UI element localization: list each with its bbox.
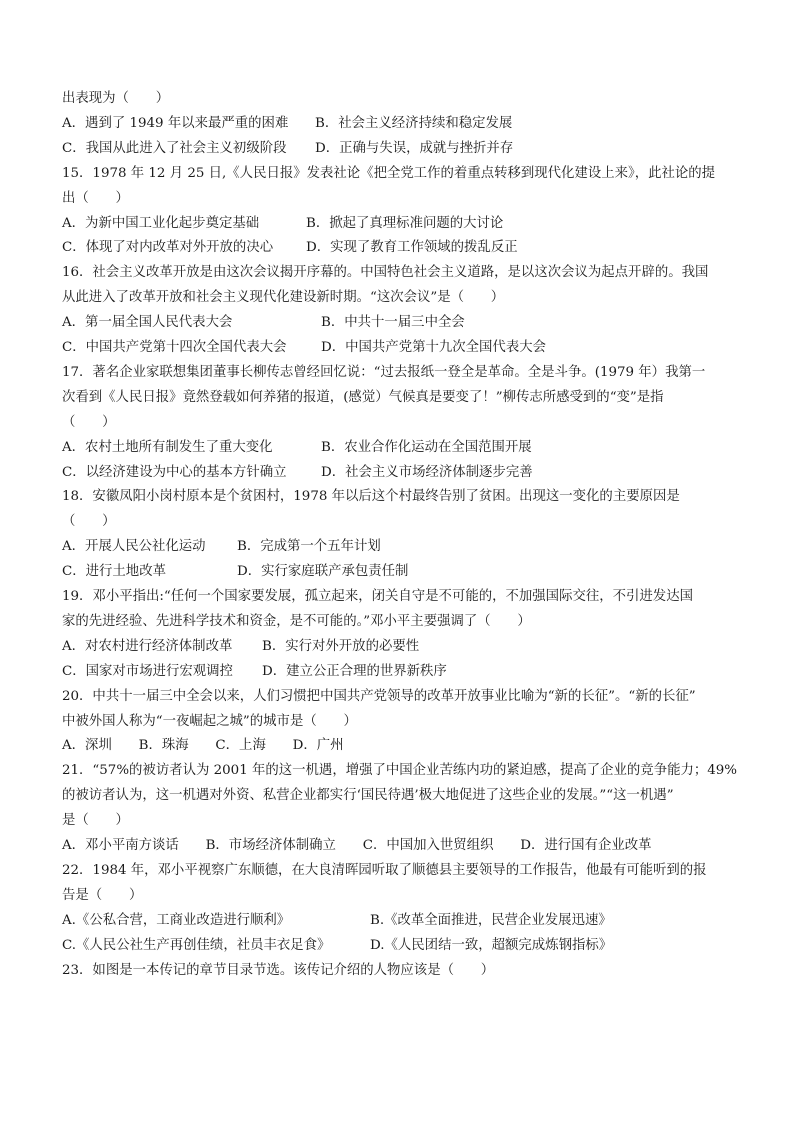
option-row — [62, 336, 546, 360]
option-right: B．实行对外开放的必要性 — [262, 638, 420, 654]
option-row — [62, 436, 532, 460]
text-line: （ ） — [62, 514, 116, 530]
option-row — [62, 212, 503, 236]
option-right: D.《人民团结一致，超额完成炼钢指标》 — [370, 937, 613, 953]
option-row — [62, 535, 381, 559]
option-left: A．为新中国工业化起步奠定基础 — [62, 215, 260, 231]
option-right: B．中共十一届三中全会 — [321, 315, 465, 331]
option-left: A．遇到了 1949 年以来最严重的困难 — [62, 115, 289, 131]
option-left: A．对农村进行经济体制改革 — [62, 638, 233, 654]
option-right: B．完成第一个五年计划 — [237, 539, 381, 555]
option-row — [62, 909, 612, 933]
option-right: D．建立公正合理的世界新秩序 — [262, 663, 447, 679]
text-line: 告是（ ） — [62, 887, 143, 903]
text-line: 22．1984 年，邓小平视察广东顺德，在大良清晖园听取了顺德县主要领导的工作报告，他最有可能听到的报 — [62, 862, 707, 878]
text-line: 17．著名企业家联想集团董事长柳传志曾经回忆说：“过去报纸一登全是革命。全是斗争。(1979 年）我第一 — [62, 364, 706, 380]
text-line: 家的先进经验、先进科学技术和资金，是不可能的。”邓小平主要强调了（ ） — [62, 613, 531, 629]
text-line: 23．如图是一本传记的章节目录节选。该传记介绍的人物应该是（ ） — [62, 962, 495, 978]
text-line: 出（ ） — [62, 190, 129, 206]
option-right: B．社会主义经济持续和稳定发展 — [315, 115, 513, 131]
option-left: C．我国从此进入了社会主义初级阶段 — [62, 140, 287, 156]
option-row — [62, 311, 465, 335]
option-right: D．中国共产党第十九次全国代表大会 — [321, 340, 546, 355]
option-left: A．第一届全国人民代表大会 — [62, 315, 233, 331]
text-line: 是（ ） — [62, 813, 129, 829]
text-line: 15．1978 年 12 月 25 日,《人民日报》发表社论《把全党工作的着重点转移到现代化建设上来》，此社论的提 — [62, 165, 716, 181]
option-row — [62, 635, 419, 659]
option-row — [62, 461, 533, 485]
text-line: 16．社会主义改革开放是由这次会议揭开序幕的。中国特色社会主义道路，是以这次会议为起点开辟的。我国 — [62, 265, 709, 281]
option-right: B．农业合作化运动在全国范围开展 — [321, 439, 532, 455]
option-left: C．国家对市场进行宏观调控 — [62, 663, 233, 679]
option-left: A．开展人民公社化运动 — [62, 539, 206, 555]
text-line: 18．安徽凤阳小岗村原本是个贫困村，1978 年以后这个村最终告别了贫困。出现这一变化的主要原因是 — [62, 489, 680, 505]
option-left: C．中国共产党第十四次全国代表大会 — [62, 340, 287, 355]
option-left: C．体现了对内改革对外开放的决心 — [62, 240, 274, 256]
option-right: D．正确与失误，成就与挫折并存 — [315, 140, 514, 156]
option-right: B.《改革全面推进，民营企业发展迅速》 — [370, 912, 612, 928]
text-line: 中被外国人称为“一夜崛起之城”的城市是（ ） — [62, 713, 357, 729]
text-line: A．邓小平南方谈话 B．市场经济体制确立 C．中国加入世贸组织 D．进行国有企业改革 — [62, 838, 652, 853]
option-row — [62, 660, 447, 684]
text-line: 次看到《人民日报》竟然登载如何养猪的报道，(感觉）气候真是要变了！”柳传志所感受到的“变”是指 — [62, 389, 664, 405]
option-right: D．实行家庭联产承包责任制 — [237, 564, 409, 580]
option-left: C．进行土地改革 — [62, 564, 166, 580]
option-row — [62, 560, 408, 584]
option-row — [62, 112, 512, 136]
option-row — [62, 137, 513, 161]
option-left: C.《人民公社生产再创佳绩，社员丰衣足食》 — [62, 937, 331, 953]
text-line: 出表现为（ ） — [62, 91, 170, 106]
option-left: A．农村土地所有制发生了重大变化 — [62, 439, 273, 455]
text-line: 20．中共十一届三中全会以来，人们习惯把中国共产党领导的改革开放事业比喻为“新的长征”。“新的长征” — [62, 688, 696, 704]
option-row — [62, 934, 612, 958]
option-right: D．实现了教育工作领域的拨乱反正 — [306, 240, 518, 256]
option-left: C．以经济建设为中心的基本方针确立 — [62, 464, 287, 480]
option-left: A.《公私合营，工商业改造进行顺利》 — [62, 912, 291, 928]
text-line: 从此进入了改革开放和社会主义现代化建设新时期。“这次会议”是（ ） — [62, 290, 505, 306]
option-right: D．社会主义市场经济体制逐步完善 — [321, 464, 533, 480]
text-line: A．深圳 B．珠海 C．上海 D．广州 — [62, 738, 344, 754]
option-right: B．掀起了真理标准问题的大讨论 — [306, 215, 504, 231]
text-line: （ ） — [62, 414, 116, 430]
text-line: 的被访者认为，这一机遇对外资、私营企业都实行‘国民待遇’极大地促进了这些企业的发展。”“这一机遇” — [62, 788, 674, 804]
text-line: 19．邓小平指出:“任何一个国家要发展，孤立起来，闭关自守是不可能的，不加强国际交往，不引进发达国 — [62, 589, 693, 604]
text-line: 21．“57%的被访者认为 2001 年的这一机遇，增强了中国企业苦练内功的紧迫感，提高了企业的竞争能力；49% — [62, 763, 738, 779]
option-row — [62, 236, 518, 260]
